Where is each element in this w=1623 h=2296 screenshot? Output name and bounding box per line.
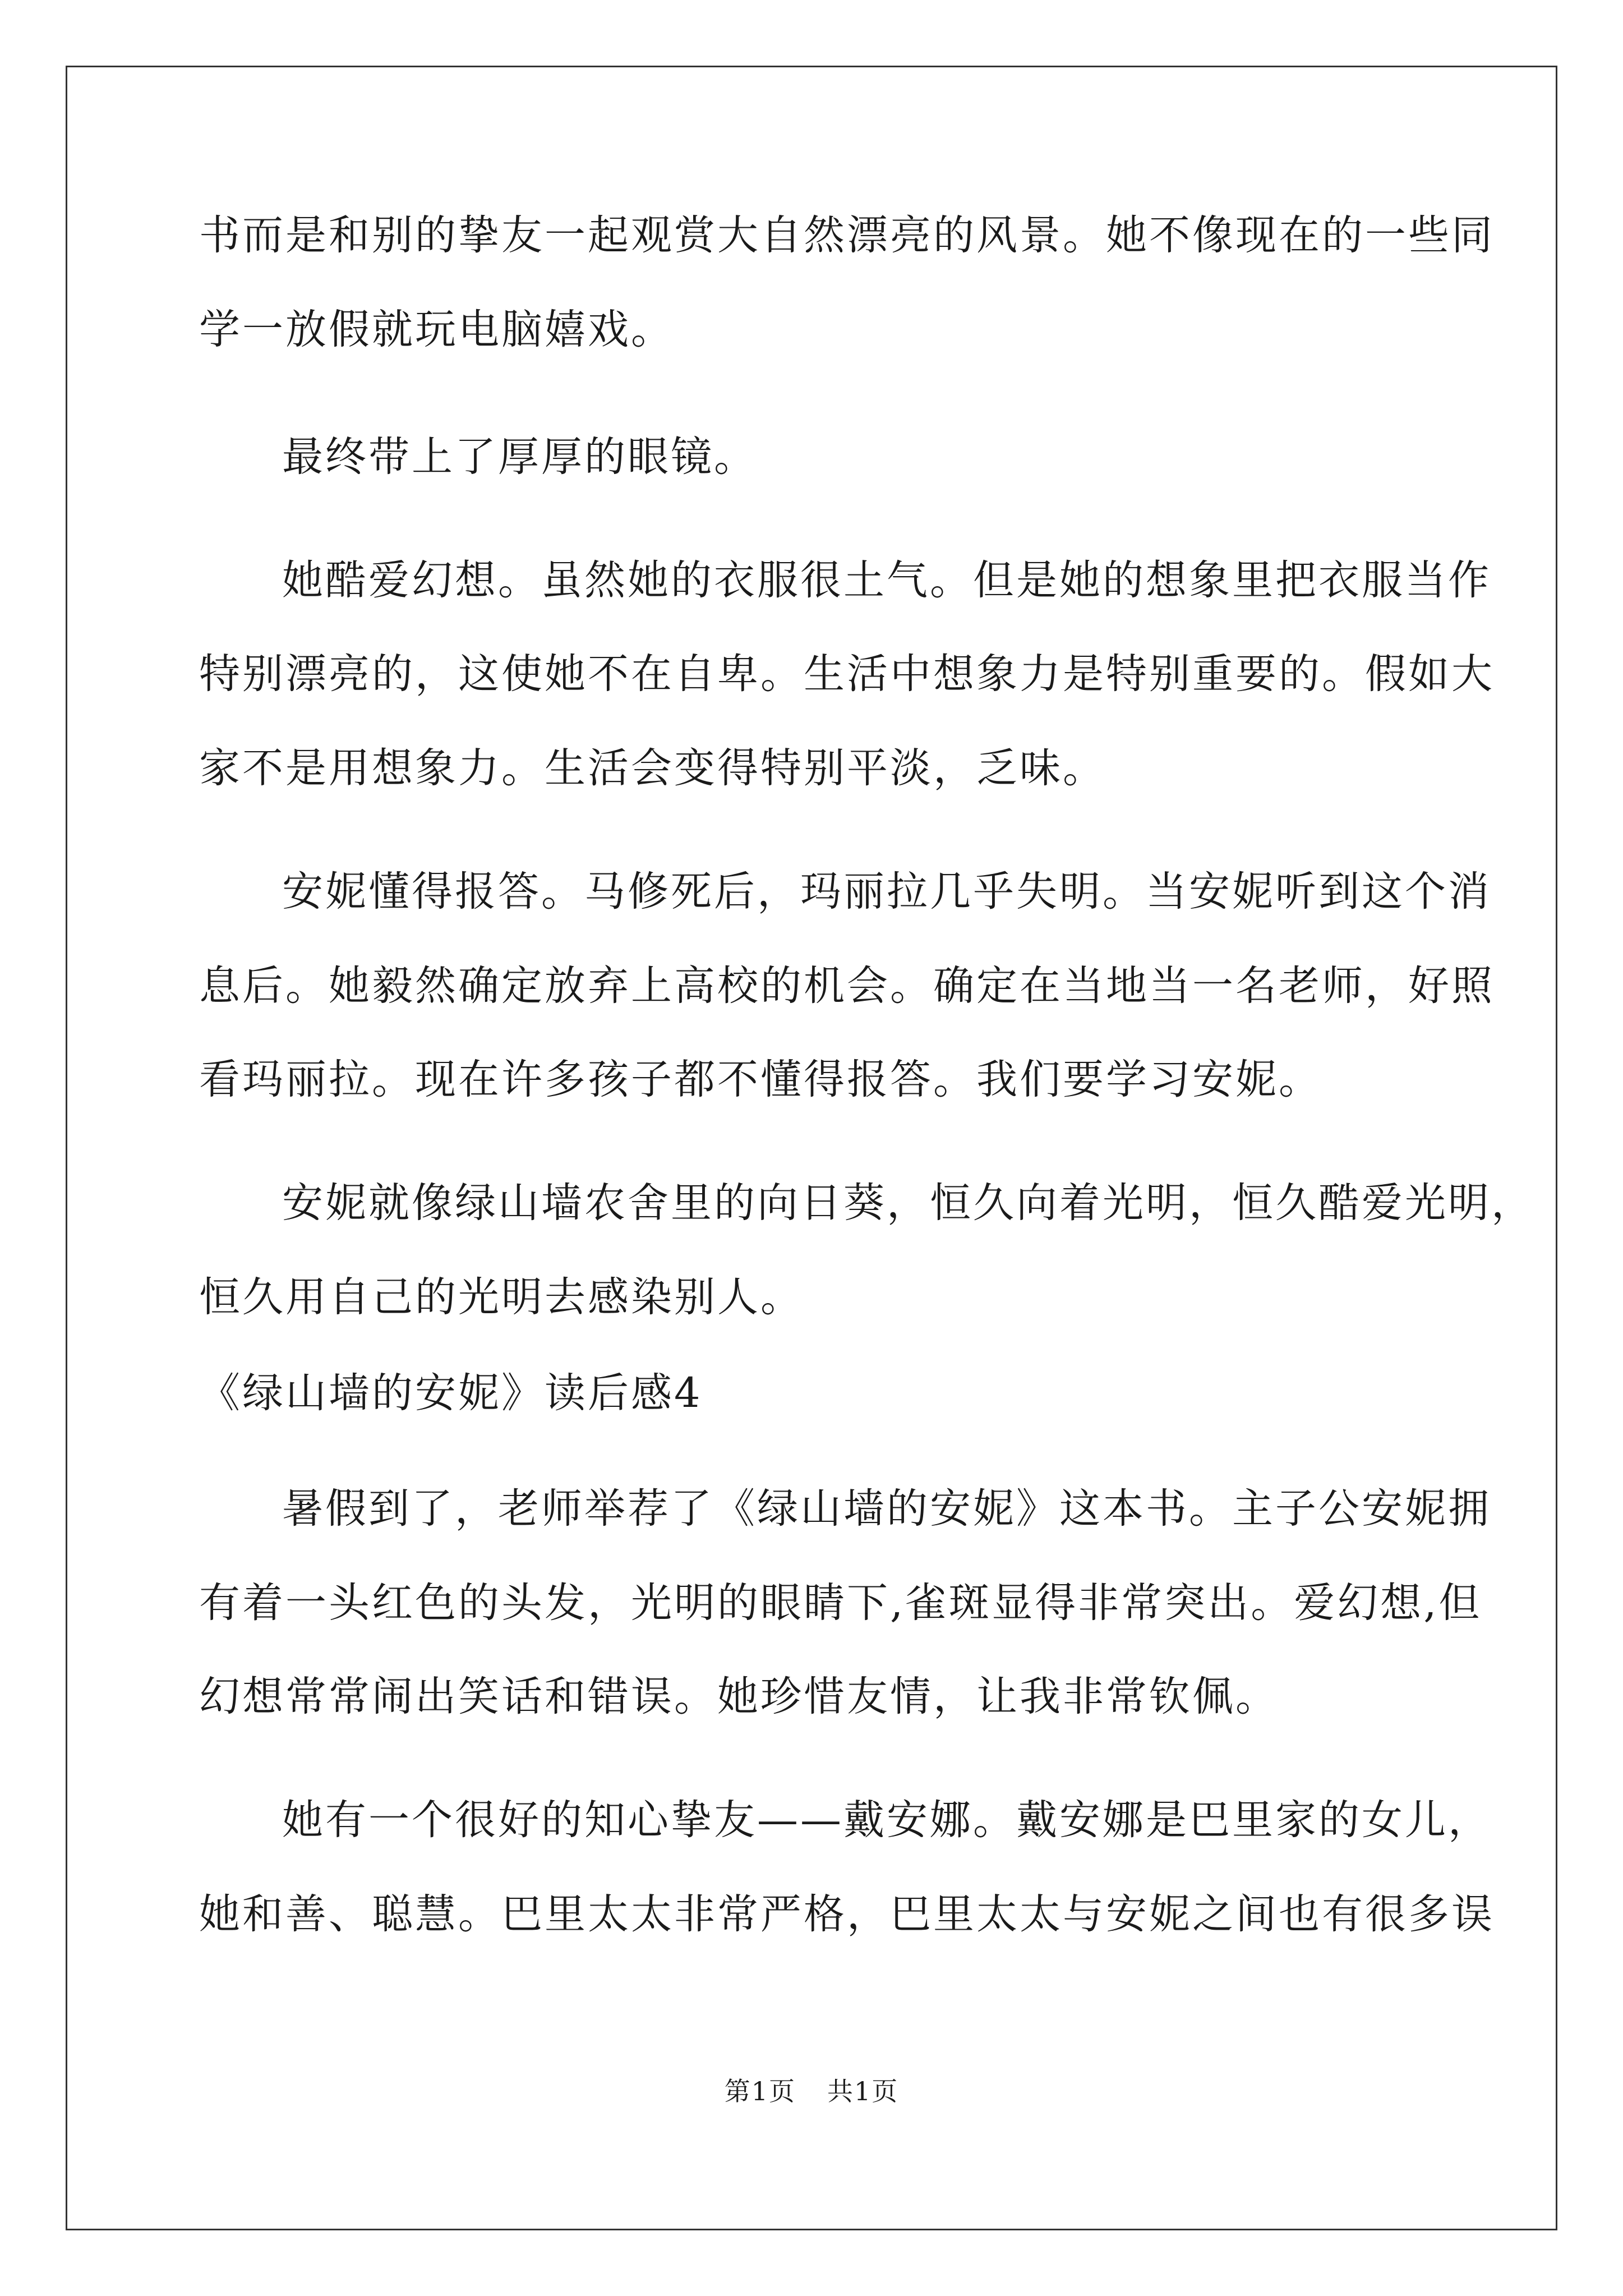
section-heading: 《绿山墙的安妮》读后感4 xyxy=(199,1369,703,1417)
paragraph-start: 安妮就像绿山墙农舍里的向日葵，恒久向着光明，恒久酷爱光明， xyxy=(282,1179,1534,1227)
text-line: 看玛丽拉。现在许多孩子都不懂得报答。我们要学习安妮。 xyxy=(199,1056,1322,1103)
text-line: 特别漂亮的，这使她不在自卑。生活中想象力是特别重要的。假如大 xyxy=(199,650,1495,698)
text-line: 有着一头红色的头发，光明的眼睛下,雀斑显得非常突出。爱幻想,但 xyxy=(199,1579,1482,1627)
text-line: 恒久用自己的光明去感染别人。 xyxy=(199,1273,804,1321)
paragraph-start: 她酷爱幻想。虽然她的衣服很土气。但是她的想象里把衣服当作 xyxy=(282,556,1491,604)
text-line: 息后。她毅然确定放弃上高校的机会。确定在当地当一名老师，好照 xyxy=(199,962,1495,1010)
page-footer xyxy=(0,2074,1623,2108)
page-total: 共1页 xyxy=(827,2076,899,2106)
page-number: 第1页 xyxy=(724,2076,796,2106)
paragraph-start: 暑假到了，老师举荐了《绿山墙的安妮》这本书。主子公安妮拥 xyxy=(282,1485,1491,1533)
text-line: 她和善、聪慧。巴里太太非常严格，巴里太太与安妮之间也有很多误 xyxy=(199,1890,1495,1938)
paragraph-start: 她有一个很好的知心挚友——戴安娜。戴安娜是巴里家的女儿， xyxy=(282,1796,1491,1844)
paragraph-start: 安妮懂得报答。马修死后，玛丽拉几乎失明。当安妮听到这个消 xyxy=(282,868,1491,915)
paragraph-start: 最终带上了厚厚的眼镜。 xyxy=(282,433,757,481)
text-line: 书而是和别的挚友一起观赏大自然漂亮的风景。她不像现在的一些同 xyxy=(199,211,1495,259)
text-line: 学一放假就玩电脑嬉戏。 xyxy=(199,306,674,353)
text-line: 家不是用想象力。生活会变得特别平淡，乏味。 xyxy=(199,744,1106,792)
text-line: 幻想常常闹出笑话和错误。她珍惜友情，让我非常钦佩。 xyxy=(199,1673,1279,1720)
